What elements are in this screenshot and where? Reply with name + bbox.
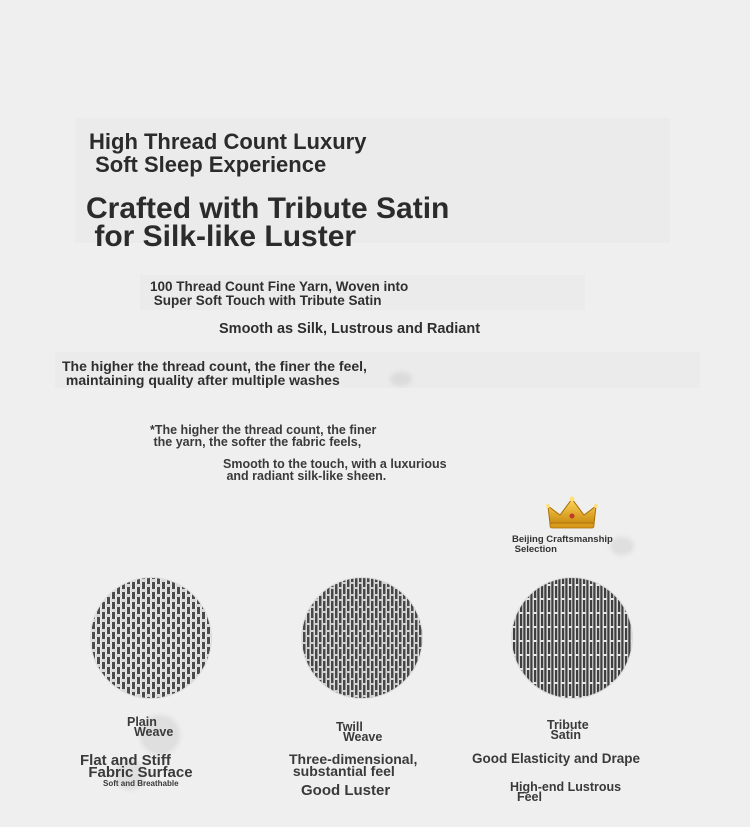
crown-icon	[546, 496, 598, 530]
title-tribute-satin: Crafted with Tribute Satin for Silk-like Luster	[86, 192, 450, 253]
intro-smooth: Smooth as Silk, Lustrous and Radiant	[219, 321, 481, 337]
intro-finer-feel: The higher the thread count, the finer the feel, maintaining quality after multiple washes	[62, 358, 367, 388]
weave-subfeature-plain: Soft and Breathable	[103, 779, 179, 788]
weave-name-plain: Plain Weave	[127, 715, 174, 739]
badge-craftsmanship: Beijing Craftsmanship Selection	[512, 534, 613, 555]
weave-subfeature-satin: High-end Lustrous Feel	[510, 780, 622, 804]
title-luxury: High Thread Count Luxury Soft Sleep Experience	[89, 129, 367, 177]
note-thread-count: *The higher the thread count, the finer the yarn, the softer the fabric feels,	[150, 423, 377, 449]
weave-feature-plain: Flat and Stiff Fabric Surface	[80, 752, 193, 781]
weave-name-satin: Tribute Satin	[547, 718, 589, 742]
weave-subfeature-twill: Good Luster	[301, 782, 391, 799]
smudge-decoration	[390, 372, 412, 386]
twill-weave-swatch	[302, 578, 422, 698]
weave-feature-satin: Good Elasticity and Drape	[472, 751, 641, 766]
note-smooth-touch: Smooth to the touch, with a luxurious and radiant silk-like sheen.	[223, 457, 447, 483]
tribute-satin-swatch	[512, 578, 632, 698]
smudge-decoration	[610, 537, 634, 555]
plain-weave-swatch	[91, 578, 211, 698]
intro-thread-count: 100 Thread Count Fine Yarn, Woven into Super Soft Touch with Tribute Satin	[150, 279, 409, 308]
weave-feature-twill: Three-dimensional, substantial feel	[289, 751, 418, 779]
weave-name-twill: Twill Weave	[336, 720, 383, 744]
